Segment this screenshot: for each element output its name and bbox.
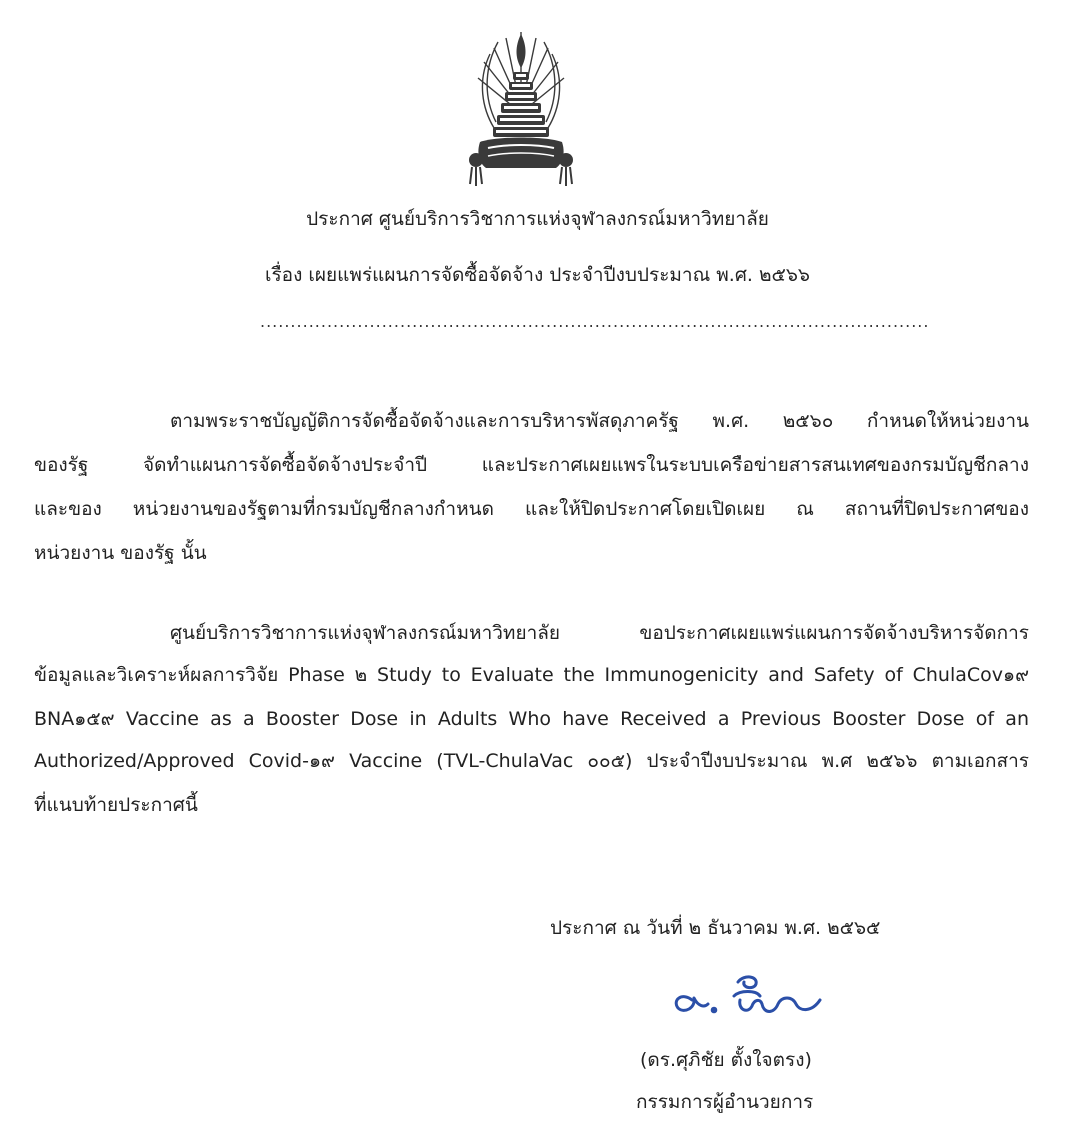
paragraph-line: ข้อมูลและวิเคราะห์ผลการวิจัย Phase ๒ Study to Evaluate the Immunogenicity and Safety of ChulaCov๑๙ <box>34 664 1029 686</box>
paragraph-line: ตามพระราชบัญญัติการจัดซื้อจัดจ้างและการบริหารพัสดุภาครัฐ พ.ศ. ๒๕๖๐ กำหนดให้หน่วยงาน <box>170 410 1029 432</box>
signer-title: กรรมการผู้อำนวยการ <box>636 1091 814 1113</box>
announcement-date: ประกาศ ณ วันที่ ๒ ธันวาคม พ.ศ. ๒๕๖๕ <box>550 917 881 939</box>
paragraph-line: ของรัฐ จัดทำแผนการจัดซื้อจัดจ้างประจำปี และประกาศเผยแพรในระบบเครือข่ายสารสนเทศของกรมบัญชีกลาง <box>34 454 1029 476</box>
paragraph-line: ที่แนบท้ายประกาศนี้ <box>34 794 198 816</box>
handwritten-signature-icon <box>664 970 834 1020</box>
paragraph-line: หน่วยงาน ของรัฐ นั้น <box>34 542 207 564</box>
paragraph-line: และของ หน่วยงานของรัฐตามที่กรมบัญชีกลางกำหนด และให้ปิดประกาศโดยเปิดเผย ณ สถานที่ปิดประกาศของ <box>34 498 1029 520</box>
announcement-subject: เรื่อง เผยแพร่แผนการจัดซื้อจัดจ้าง ประจำปีงบประมาณ พ.ศ. ๒๕๖๖ <box>264 264 810 286</box>
paragraph-line: Authorized/Approved Covid-๑๙ Vaccine (TVL-ChulaVac ๐๐๕) ประจำปีงบประมาณ พ.ศ ๒๕๖๖ ตามเอกสาร <box>34 750 1029 772</box>
dotted-separator: .............................................................................................................. <box>260 312 930 331</box>
signer-name: (ดร.ศุภิชัย ตั้งใจตรง) <box>640 1049 812 1071</box>
paragraph-line: ศูนย์บริการวิชาการแห่งจุฬาลงกรณ์มหาวิทยาลัย ขอประกาศเผยแพร่แผนการจัดจ้างบริหารจัดการ <box>170 622 1029 644</box>
phra-kiao-emblem-icon <box>466 24 576 194</box>
paragraph-line: BNA๑๕๙ Vaccine as a Booster Dose in Adults Who have Received a Previous Booster Dose of an <box>34 708 1029 730</box>
announcement-title: ประกาศ ศูนย์บริการวิชาการแห่งจุฬาลงกรณ์มหาวิทยาลัย <box>306 208 769 230</box>
